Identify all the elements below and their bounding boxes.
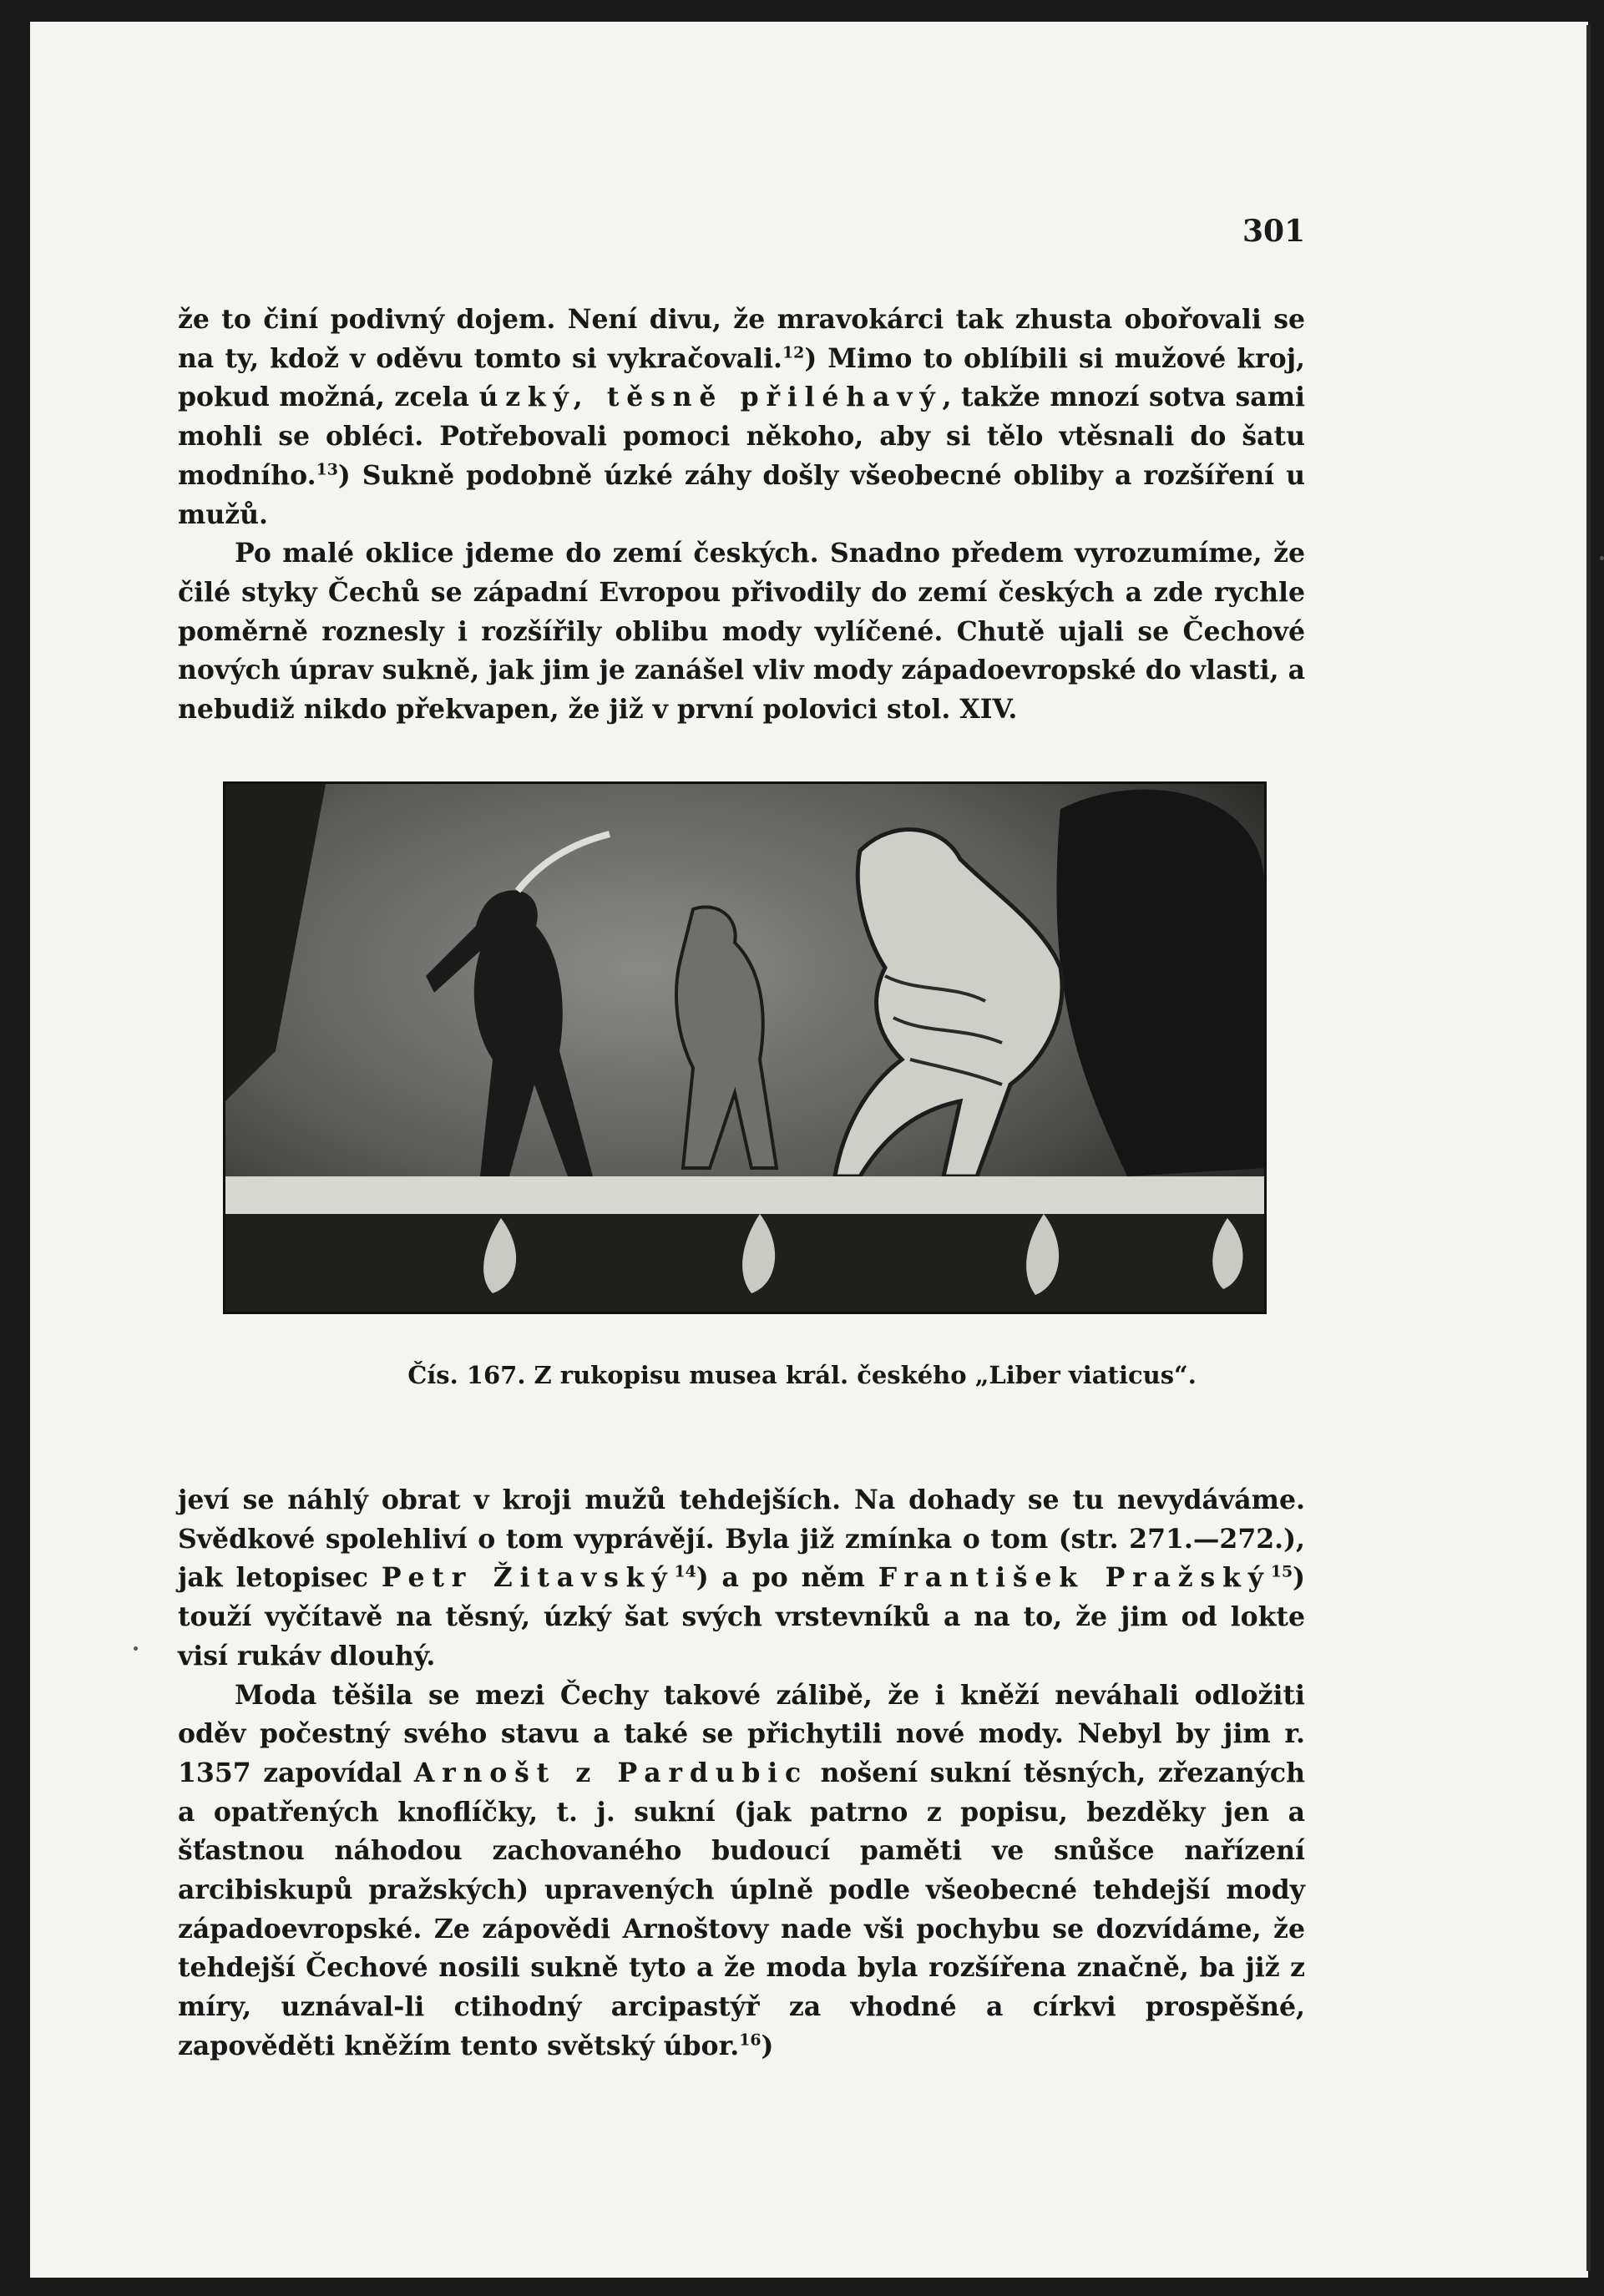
figure-caption: Čís. 167. Z rukopisu musea král. českého „Liber viaticus“. [407,1361,1197,1389]
paragraph-1: že to činí podivný dojem. Není divu, že mravokárci tak zhusta obořovali se na ty, kdož v oděvu tomto si vykračovali.$^{12}$) Mimo to oblíbili si mužové kroj, pokud možná, zcela úzký, těsně přiléhavý, takže mnozí sotva sami mohli se obléci. Potřebovali pomoci někoho, aby si tělo vtěsnali do šatu modního.$^{13}$) Sukně podobně úzké záhy došly všeobecné obliby a rozšíření u mužů. [178,304,1305,530]
page-edge-shadow [1586,25,1591,2271]
manuscript-illustration [223,781,1267,1314]
footnote-ref-16: 16 [739,2030,762,2050]
scan-speck [1600,556,1604,560]
footnote-ref-15: 15 [1270,1562,1293,1581]
footnote-ref-14: 14 [674,1562,696,1581]
spaced-emphasis: úzký, těsně přiléhavý [478,382,943,413]
spaced-name: Arnošt z Pardubic [413,1757,809,1788]
paragraph-2: Po malé oklice jdeme do zemí českých. Snadno předem vyrozumíme, že čilé styky Čechů se západní Evropou přivodily do zemí českých a zde rychle poměrně roznesly i rozšířily oblibu mody vylíčené. Chutě ujali se Čechové nových úprav sukně, jak jim je zanášel vliv mody západoevropské do vlasti, a nebudiž nikdo překvapen, že již v první polovici stol. XIV. [178,538,1305,726]
paragraph-4: Moda těšila se mezi Čechy takové zálibě, že i kněží neváhali odložiti oděv počestný svého stavu a také se přichytili nové mody. Nebyl by jim r. 1357 zapovídal Arnošt z Pardubic nošení sukní těsných, zřezaných a opatřených knoflíčky, t. j. sukní (jak patrno z popisu, bezděky jen a šťastnou náhodou zachovaného budoucí paměti ve snůšce nařízení arcibiskupů pražských) upravených úplně podle všeobecné tehdejší mody západoevropské. Ze zápovědi Arnoštovy nade vši pochybu se dozvídáme, že tehdejší Čechové nosili sukně tyto a že moda byla rozšířena značně, ba již z míry, uznával-li ctihodný arcipastýř za vhodné a církvi prospěšné, zapověděti kněžím tento světský úbor.$^{16}$) [178,1679,1305,2061]
footnote-ref-12: 12 [782,343,805,362]
spaced-name: František Pražský [878,1562,1271,1594]
text-block-bottom [178,1481,1305,2066]
scan-speck [134,1646,138,1651]
page-number: 301 [1242,214,1306,249]
paragraph-3: jeví se náhlý obrat v kroji mužů tehdejších. Na dohady se tu nevydáváme. Svědkové spolehliví o tom vyprávějí. Byla již zmínka o tom (str. 271.—272.), jak letopisec Petr Žitavský$^{14}$) a po něm František Pražský$^{15}$) touží vyčítavě na těsný, úzký šat svých vrstevníků a na to, že jim od lokte visí rukáv dlouhý. [178,1484,1305,1671]
footnote-ref-13: 13 [316,460,338,479]
text-block-top [178,301,1305,730]
lower-band [225,1176,1264,1214]
illustration-drawing [225,784,1264,1312]
spaced-name: Petr Žitavský [381,1562,675,1594]
